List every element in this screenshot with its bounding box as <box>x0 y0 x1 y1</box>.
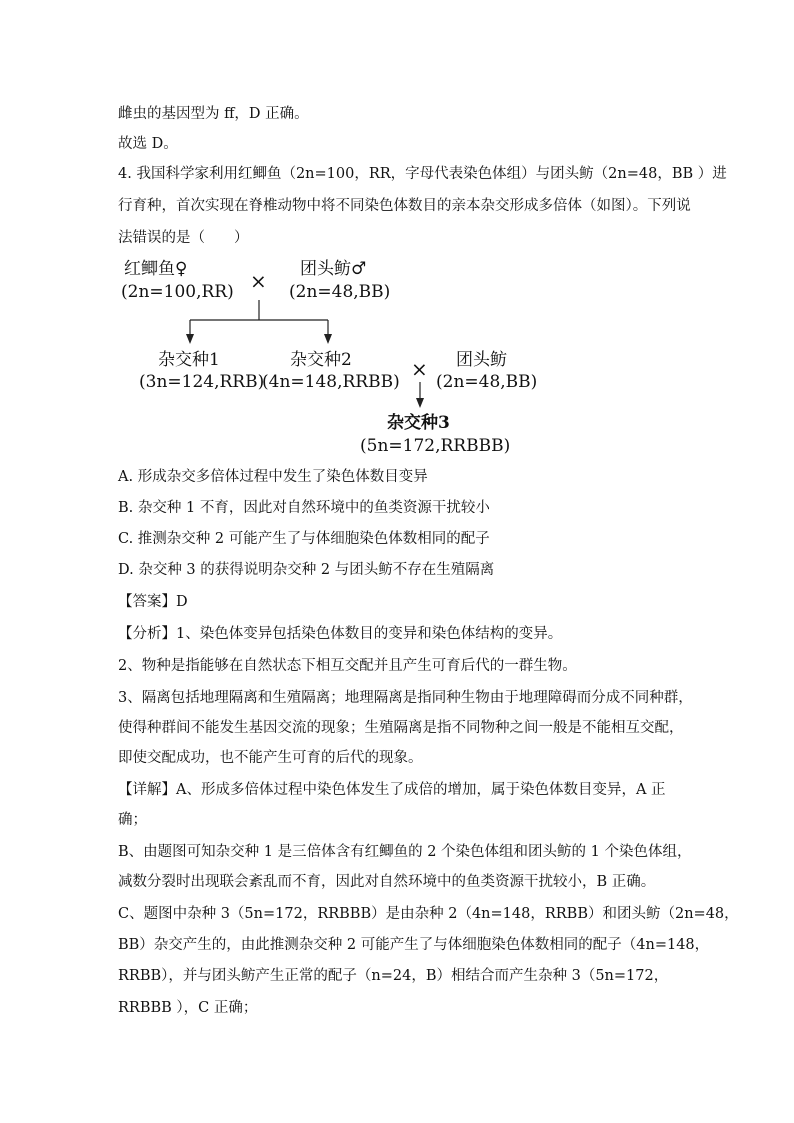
parent3-name: 团头鲂 <box>456 350 507 370</box>
detail-line-4: 减数分裂时出现联会紊乱而不育，因此对自然环境中的鱼类资源干扰较小，B 正确。 <box>118 874 656 890</box>
question-4-stem-2: 行育种，首次实现在脊椎动物中将不同染色体数目的亲本杂交形成多倍体（如图）。下列说 <box>118 198 691 214</box>
hybrid2-info: (4n=148,RRBB) <box>262 372 400 392</box>
question-4-stem-3: 法错误的是（ ） <box>118 230 249 246</box>
text-line-1: 雌虫的基因型为 ff，D 正确。 <box>118 106 309 122</box>
parent2-name: 团头鲂♂ <box>300 259 367 279</box>
option-c: C. 推测杂交种 2 可能产生了与体细胞染色体数相同的配子 <box>118 531 490 547</box>
hybrid3-name: 杂交种3 <box>387 413 450 433</box>
option-a: A. 形成杂交多倍体过程中发生了染色体数目变异 <box>118 469 428 485</box>
analysis-line-1: 【分析】1、染色体变异包括染色体数目的变异和染色体结构的变异。 <box>118 626 563 642</box>
option-b: B. 杂交种 1 不育，因此对自然环境中的鱼类资源干扰较小 <box>118 500 490 516</box>
parent1-info: (2n=100,RR) <box>121 282 234 302</box>
option-d: D. 杂交种 3 的获得说明杂交种 2 与团头鲂不存在生殖隔离 <box>118 562 495 578</box>
cross-symbol-2: × <box>411 357 428 381</box>
detail-line-5: C、题图中杂种 3（5n=172，RRBBB）是由杂种 2（4n=148，RRBB）和团头鲂（2n=48， <box>118 906 739 922</box>
analysis-line-5: 即使交配成功，也不能产生可育的后代的现象。 <box>118 750 423 766</box>
hybrid1-name: 杂交种1 <box>158 350 220 370</box>
text-line-2: 故选 D。 <box>118 136 178 152</box>
detail-line-3: B、由题图可知杂交种 1 是三倍体含有红鲫鱼的 2 个染色体组和团头鲂的 1 个染色体组， <box>118 844 692 860</box>
parent3-info: (2n=48,BB) <box>436 372 538 392</box>
hybrid3-info: (5n=172,RRBBB) <box>360 436 511 456</box>
question-4-stem-1: 4. 我国科学家利用红鲫鱼（2n=100，RR，字母代表染色体组）与团头鲂（2n=48，BB ）进 <box>118 166 727 182</box>
detail-line-2: 确； <box>118 812 147 828</box>
detail-line-6: BB）杂交产生的，由此推测杂交种 2 可能产生了与体细胞染色体数相同的配子（4n=148， <box>118 937 710 953</box>
answer-line: 【答案】D <box>118 594 188 610</box>
analysis-line-4: 使得种群间不能发生基因交流的现象；生殖隔离是指不同物种之间一般是不能相互交配， <box>118 720 684 736</box>
analysis-line-2: 2、物种是指能够在自然状态下相互交配并且产生可育后代的一群生物。 <box>118 658 577 674</box>
cross-symbol-1: × <box>250 269 267 293</box>
detail-line-8: RRBBB ），C 正确； <box>118 1000 258 1016</box>
hybrid1-info: (3n=124,RRB) <box>139 372 265 392</box>
parent1-name: 红鲫鱼♀ <box>124 259 188 279</box>
parent2-info: (2n=48,BB) <box>289 282 391 302</box>
detail-line-1: 【详解】A、形成多倍体过程中染色体发生了成倍的增加，属于染色体数目变异，A 正 <box>118 782 666 798</box>
hybrid2-name: 杂交种2 <box>290 350 352 370</box>
analysis-line-3: 3、隔离包括地理隔离和生殖隔离；地理隔离是指同种生物由于地理障碍而分成不同种群， <box>118 690 693 706</box>
detail-line-7: RRBB），并与团头鲂产生正常的配子（n=24，B）相结合而产生杂种 3（5n=172， <box>118 968 669 984</box>
